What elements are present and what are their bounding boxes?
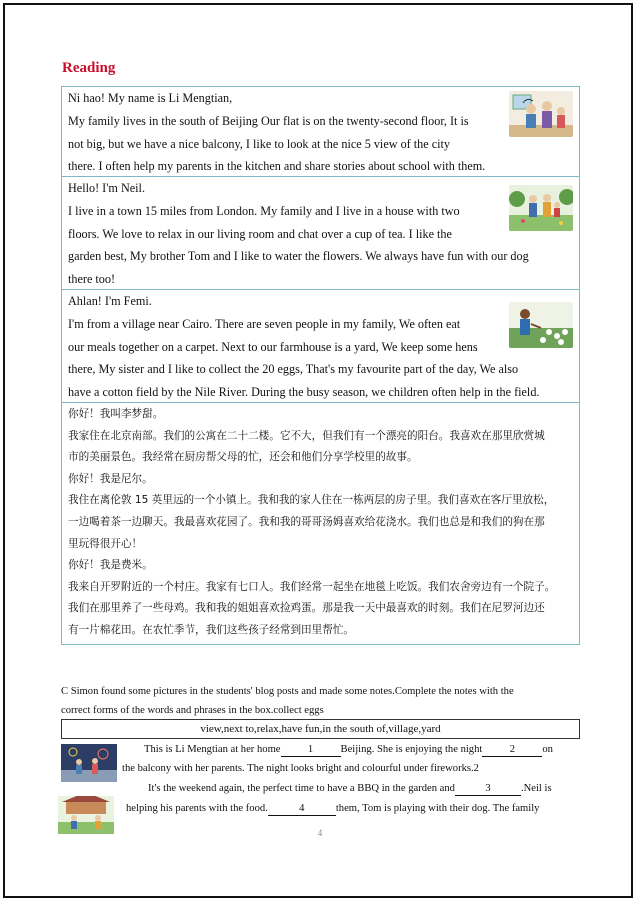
reading-cell-neil: [62, 177, 579, 290]
page-number: 4: [317, 828, 323, 838]
reading-table: [61, 86, 580, 645]
word-box: view,next to,relax,have fun,in the south of,village,yard: [61, 719, 580, 739]
text-line: 一边喝着茶一边聊天。我最喜欢花园了。我和我的哥哥汤姆喜欢给花浇水。我们也总是和我们的狗在那: [68, 515, 545, 528]
text-line: our meals together on a carpet. Next to our farmhouse is a yard, We keep some hens: [68, 339, 478, 354]
text-line: 里玩得很开心！: [68, 537, 143, 550]
text-line: 市的美丽景色。我经常在厨房帮父母的忙，还会和他们分享学校里的故事。: [68, 451, 418, 464]
text-line: 你好！我是费米。: [68, 559, 153, 572]
answer-blank-4[interactable]: 4: [268, 803, 336, 816]
text-line: there too!: [68, 272, 116, 287]
text-line: floors. We love to relax in our living room and chat over a cup of tea. I like the: [68, 226, 452, 241]
answer-blank-1[interactable]: 1: [281, 744, 341, 757]
family-kitchen-illustration-icon: [509, 91, 573, 137]
text-line: there. I often help my parents in the kitchen and share stories about school with them.: [68, 159, 486, 174]
garden-family-illustration-icon: [509, 185, 573, 231]
reading-cell-li-mengtian: [62, 87, 579, 177]
note-text: Beijing. She is enjoying the night: [340, 744, 483, 755]
section-c-instructions: [61, 682, 580, 720]
answer-blank-2[interactable]: 2: [482, 744, 542, 757]
text-line: there, My sister and I like to collect the 20 eggs, That's my favourite part of the day, We also: [68, 362, 519, 377]
text-line: 有一片棉花田。在农忙季节，我们这些孩子经常到田里帮忙。: [68, 623, 355, 636]
note-1-line-2: the balcony with her parents. The night looks bright and colourful under fireworks.2: [122, 763, 479, 774]
note-text: It's the weekend again, the perfect time to have a BBQ in the garden and: [148, 783, 455, 794]
text-line: have a cotton field by the Nile River. During the busy season, we children often help in the field.: [68, 385, 540, 400]
translation-cell: [62, 403, 579, 646]
fireworks-balcony-illustration-icon: [61, 744, 117, 782]
note-text: .Neil is: [520, 783, 552, 794]
instruction-line: correct forms of the words and phrases in the box.collect eggs: [61, 705, 324, 716]
text-line: My family lives in the south of Beijing Our flat is on the twenty-second floor, It is: [68, 113, 469, 128]
village-field-illustration-icon: [509, 302, 573, 348]
text-line: 你好！我是尼尔。: [68, 472, 153, 485]
note-1-line-1: [144, 740, 553, 759]
note-text: on: [542, 744, 553, 755]
note-text: them, Tom is playing with their dog. The family: [335, 803, 540, 814]
note-2-line-1: [148, 779, 552, 798]
text-line: not big, but we have a nice balcony, I like to look at the nice 5 view of the city: [68, 136, 450, 151]
text-line: Hello! I'm Neil.: [68, 181, 145, 195]
text-line: I'm from a village near Cairo. There are seven people in my family, We often eat: [68, 316, 461, 331]
text-line: I live in a town 15 miles from London. My family and I live in a house with two: [68, 203, 460, 218]
text-line: Ni hao! My name is Li Mengtian,: [68, 91, 233, 105]
text-line: 我们在那里养了一些母鸡。我和我的姐姐喜欢捡鸡蛋。那是我一天中最喜欢的时刻。我们在尼罗河边还: [68, 602, 545, 615]
text-line: 我住在离伦敦 15 英里远的一个小镇上。我和我的家人住在一栋两层的房子里。我们喜欢在客厅里放松，: [68, 494, 555, 507]
text-line: 你好！我叫李梦甜。: [68, 408, 164, 420]
section-heading: Reading: [62, 60, 116, 76]
text-line: Ahlan! I'm Femi.: [68, 294, 152, 308]
note-text: helping his parents with the food.: [126, 803, 268, 814]
reading-cell-femi: [62, 290, 579, 403]
text-line: 我来自开罗附近的一个村庄。我家有七口人。我们经常一起坐在地毯上吃饭。我们农舍旁边有一个院子。: [68, 580, 556, 593]
answer-blank-3[interactable]: 3: [455, 783, 521, 796]
note-2-line-2: [126, 799, 539, 818]
text-line: 我家住在北京南部。我们的公寓在二十二楼。它不大，但我们有一个漂亮的阳台。我喜欢在那里欣赏城: [68, 429, 545, 442]
note-text: This is Li Mengtian at her home: [144, 744, 281, 755]
instruction-line: C Simon found some pictures in the students' blog posts and made some notes.Complete the notes with the: [61, 686, 514, 697]
text-line: garden best, My brother Tom and I like to water the flowers. We always have fun with our dog: [68, 249, 529, 264]
